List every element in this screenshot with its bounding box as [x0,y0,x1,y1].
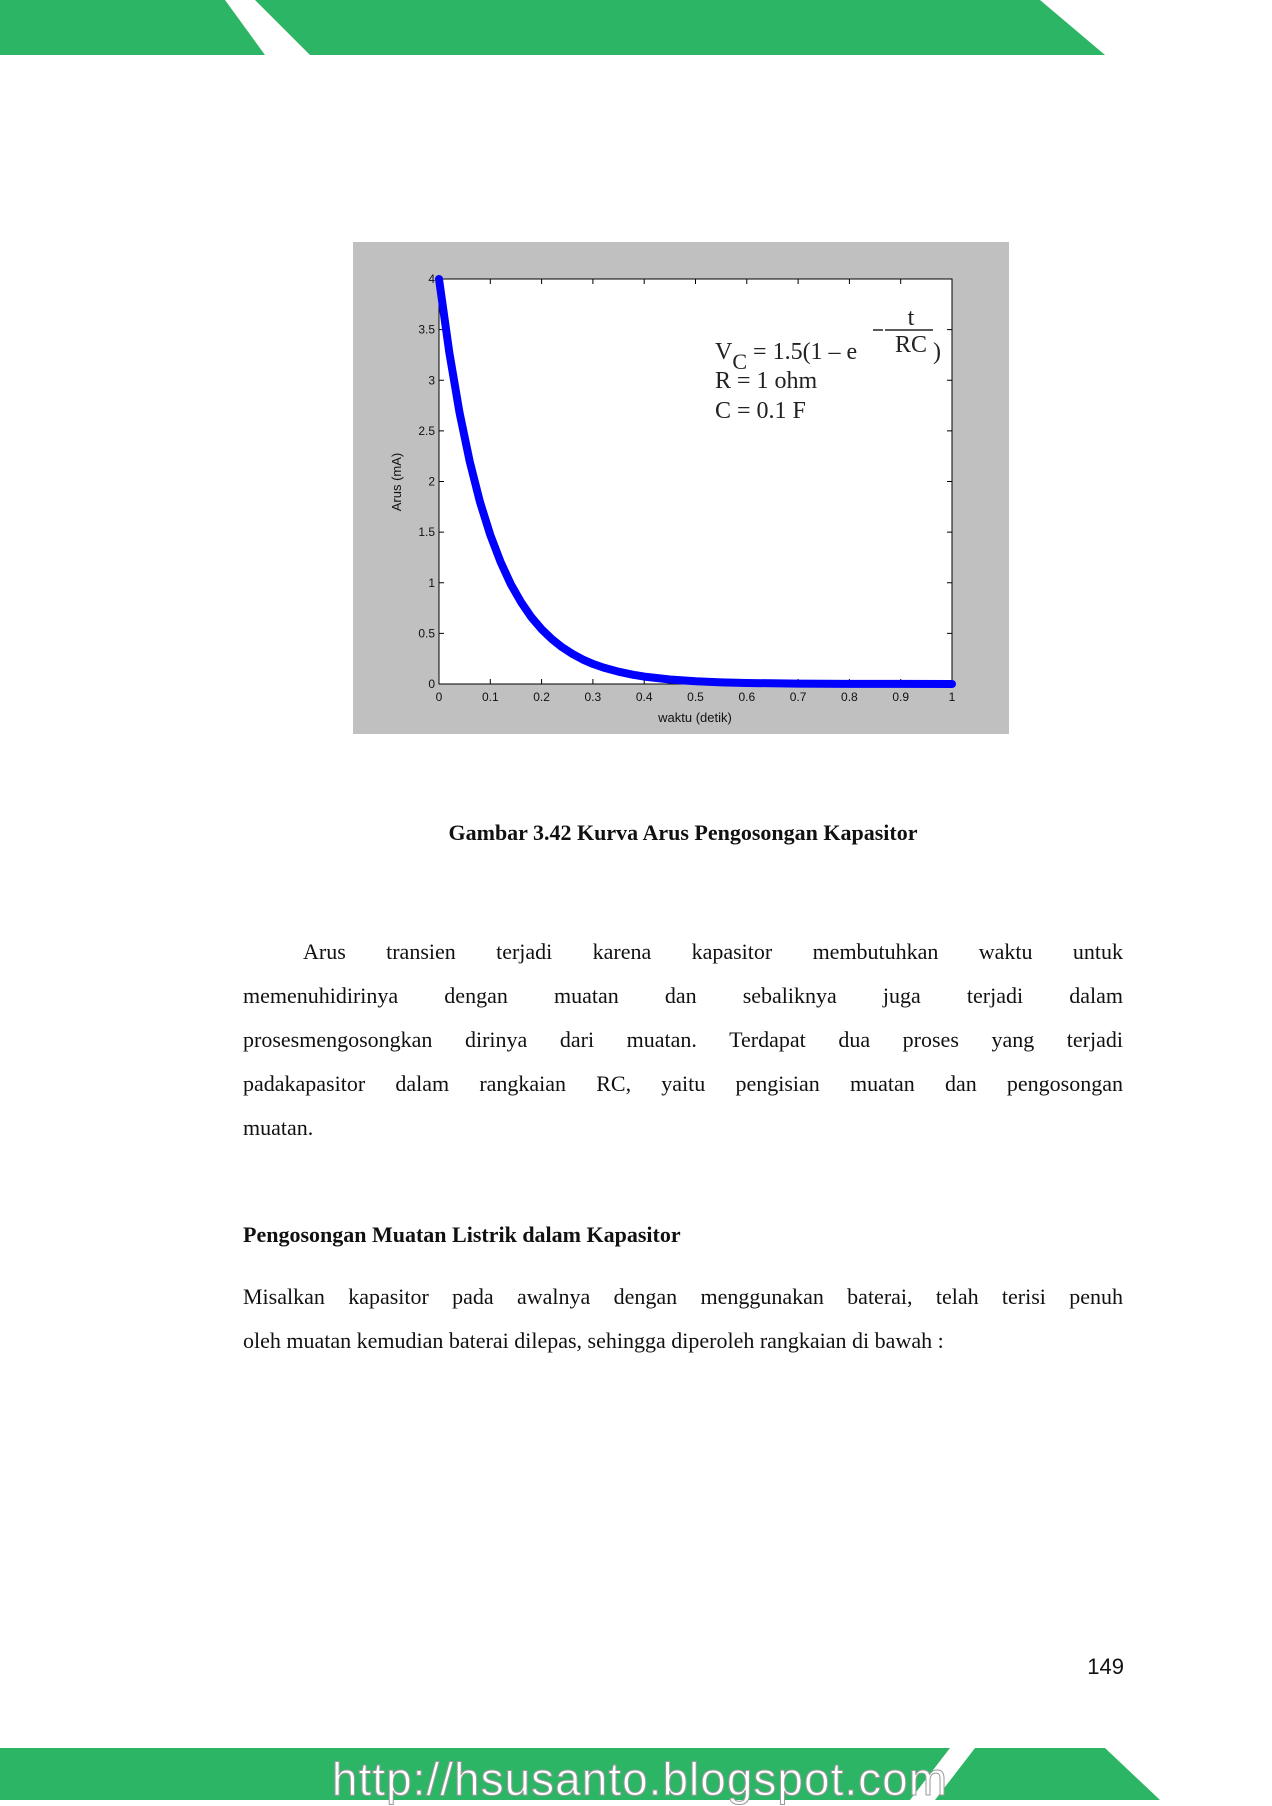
x-tick-label: 0 [435,690,443,704]
paragraph-line: padakapasitor dalam rangkaian RC, yaitu pengisian muatan dan pengosongan [243,1071,1123,1096]
x-tick-label: 0.2 [533,690,550,704]
plot-area [439,279,952,684]
y-tick-label: 1.5 [418,525,435,540]
paragraph-line: memenuhidirinya dengan muatan dan sebaliknya juga terjadi dalam [243,983,1123,1008]
section-heading: Pengosongan Muatan Listrik dalam Kapasitor [243,1222,681,1247]
x-tick-label: 0.9 [892,690,910,704]
x-tick-label: 0.5 [687,690,704,704]
footer-url: http://hsusanto.blogspot.com [331,1753,949,1805]
paragraph-line: muatan. [243,1115,314,1140]
x-tick-label: 0.6 [738,690,756,704]
figure-panel [353,242,1009,734]
x-tick-label: 1 [948,690,956,704]
x-tick-label: 0.1 [481,690,499,704]
formula-close-paren: ) [933,339,941,365]
discharge-current-chart [353,242,1009,734]
formula-exponent-numerator: t [907,305,915,331]
capacitance-value: C = 0.1 F [715,398,806,424]
x-axis-label: waktu (detik) [658,710,732,725]
x-tick-label: 0.7 [789,690,807,704]
paragraph-line: oleh muatan kemudian baterai dilepas, sehingga diperoleh rangkaian di bawah : [243,1328,944,1353]
top-banner [0,0,1272,60]
paragraph-line: Arus transien terjadi karena kapasitor membutuhkan waktu untuk [303,939,1123,964]
y-tick-label: 3 [428,373,435,388]
body-paragraph-1 [243,930,1123,1150]
y-tick-label: 2 [428,474,435,489]
body-paragraph-2 [243,1275,1123,1363]
x-tick-label: 0.3 [584,690,602,704]
y-axis-label: Arus (mA) [389,452,404,512]
formula-exponent-denominator: RC [894,332,928,358]
resistance-value: R = 1 ohm [715,368,818,394]
y-tick-label: 0 [428,677,435,691]
page-number: 149 [1087,1654,1124,1679]
x-tick-label: 0.8 [841,690,858,704]
y-tick-label: 2.5 [418,423,435,438]
y-tick-label: 1 [428,575,435,590]
paragraph-line: prosesmengosongkan dirinya dari muatan. Terdapat dua proses yang terjadi [243,1027,1123,1052]
y-tick-label: 3.5 [418,322,435,337]
figure-caption: Gambar 3.42 Kurva Arus Pengosongan Kapasitor [448,820,918,845]
formula-v: VC = 1.5(1 – e [715,339,858,374]
y-tick-label: 4 [428,272,435,286]
paragraph-line: Misalkan kapasitor pada awalnya dengan menggunakan baterai, telah terisi penuh [243,1284,1123,1309]
y-tick-label: 0.5 [418,626,435,641]
x-tick-label: 0.4 [635,690,653,704]
